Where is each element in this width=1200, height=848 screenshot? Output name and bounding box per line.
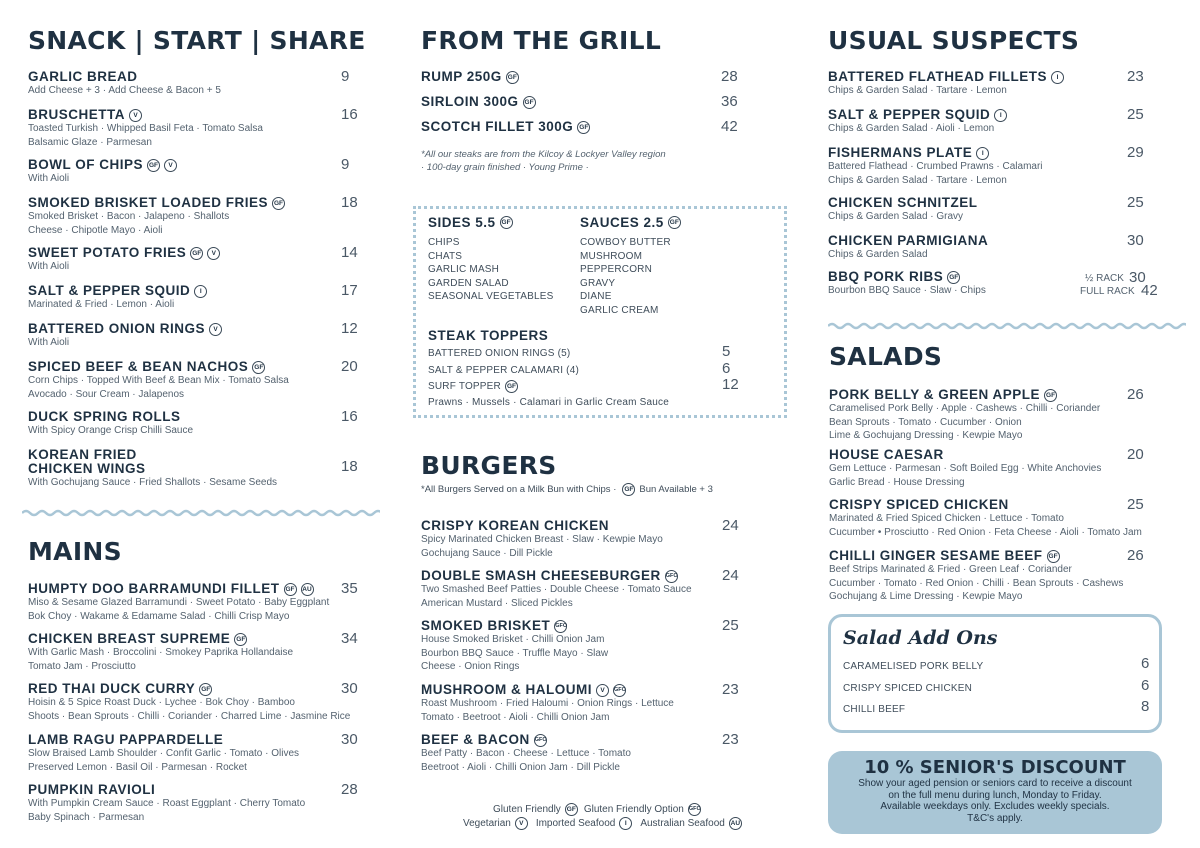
item-price: 20 (1127, 446, 1144, 463)
item-description: Add Cheese + 3 · Add Cheese & Bacon + 5 (28, 85, 221, 96)
item-price: 25 (1127, 496, 1144, 513)
i-badge: I (994, 109, 1007, 122)
v-badge: V (209, 323, 222, 336)
menu-item-salt-pepper-squid (28, 284, 207, 312)
item-name (421, 120, 590, 134)
menu-item-double-smash-cheeseburger (421, 569, 692, 610)
item-name-text: BRUSCHETTA (28, 107, 125, 122)
item-description: With Aioli (28, 261, 70, 272)
item-description: With Gochujang Sauce · Fried Shallots · Sesame Seeds (28, 477, 278, 488)
item-name (828, 146, 1043, 160)
addon-price: 6 (1141, 677, 1150, 694)
gf-badge: GF (565, 803, 578, 816)
item-description: Tomato Jam · Prosciutto (28, 660, 136, 672)
topper-salt-pepper-calamari-4 (428, 364, 579, 378)
item-price: 18 (341, 194, 358, 211)
item-description: Beef Patty · Bacon · Cheese · Lettuce · Tomato (421, 748, 631, 759)
item-description: Two Smashed Beef Patties · Double Cheese · Tomato Sauce (421, 584, 692, 595)
list-item: GARLIC MASH (428, 264, 500, 276)
grill-note-2: · 100-day grain finished · Young Prime · (421, 162, 589, 173)
menu-item-spiced-beef-bean-nachos (28, 360, 289, 401)
item-description: House Smoked Brisket · Chilli Onion Jam (421, 634, 605, 645)
item-name (421, 70, 519, 84)
gf-badge: GF (199, 683, 212, 696)
addons-heading: Salad Add Ons (843, 627, 998, 649)
item-name (421, 683, 674, 697)
menu-item-red-thai-duck-curry (28, 682, 350, 723)
legend-gfo-label: Gluten Friendly Option (583, 804, 684, 815)
full-rack-label: FULL RACK (1080, 286, 1135, 297)
menu-item-chilli-ginger-sesame-beef (829, 549, 1123, 604)
sides-title: SIDES 5.5 (428, 215, 496, 230)
legend-au-label: Australian Seafood (640, 818, 725, 829)
divider-wave (828, 321, 1186, 331)
item-price: 26 (1127, 547, 1144, 564)
item-name-text: DOUBLE SMASH CHEESEBURGER (421, 568, 661, 583)
menu-item-house-caesar (829, 448, 1101, 489)
menu-item-sweet-potato-fries (28, 246, 220, 274)
legend-gf-label: Gluten Friendly (493, 804, 561, 815)
i-badge: I (619, 817, 632, 830)
discount-line: Available weekdays only. Excludes weekly specials. (880, 801, 1110, 812)
item-name-text: MUSHROOM & HALOUMI (421, 682, 592, 697)
menu-item-garlic-bread (28, 70, 221, 98)
item-description: Marinated & Fried Spiced Chicken · Lettuce · Tomato (829, 513, 1064, 524)
gf-badge: GF (234, 633, 247, 646)
item-name-text: SIRLOIN 300G (421, 94, 519, 109)
item-name-text: HOUSE CAESAR (829, 447, 944, 462)
topper-name: SALT & PEPPER CALAMARI (4) (428, 365, 579, 376)
item-name (421, 569, 692, 583)
item-name (828, 234, 988, 248)
topper-price: 12 (722, 376, 739, 393)
item-description: Lime & Gochujang Dressing · Kewpie Mayo (829, 430, 1023, 441)
item-name-text: BATTERED ONION RINGS (28, 321, 206, 336)
item-name-text: GARLIC BREAD (28, 69, 138, 84)
item-name (828, 196, 978, 210)
item-name (28, 682, 350, 696)
item-name-text: SMOKED BRISKET (421, 618, 551, 633)
item-description: Chips & Garden Salad · Tartare · Lemon (828, 85, 1007, 96)
menu-item-salt-pepper-squid (828, 108, 1007, 136)
item-description: Chips & Garden Salad · Aioli · Lemon (828, 123, 995, 134)
item-price: 25 (722, 617, 739, 634)
menu-item-sirloin-300g (421, 95, 536, 109)
burgers-heading: BURGERS (421, 451, 557, 480)
list-item: SEASONAL VEGETABLES (428, 291, 554, 303)
item-name-text: CHILLI GINGER SESAME BEEF (829, 548, 1043, 563)
item-price: 9 (341, 68, 350, 85)
legend-row-2 (463, 817, 742, 830)
item-price: 12 (341, 320, 358, 337)
item-description: Hoisin & 5 Spice Roast Duck · Lychee · Bok Choy · Bamboo (28, 697, 295, 708)
item-name (28, 322, 222, 336)
menu-item-bruschetta (28, 108, 263, 149)
snack-heading: SNACK | START | SHARE (28, 26, 366, 55)
item-description: Cucumber • Prosciutto · Red Onion · Feta Cheese · Aioli · Tomato Jam (829, 526, 1142, 538)
discount-line: T&C's apply. (967, 812, 1023, 824)
item-price: 42 (721, 118, 738, 135)
v-badge: V (207, 247, 220, 260)
topper-price: 5 (722, 343, 731, 360)
item-description: Chips & Garden Salad (828, 249, 928, 260)
item-description: Miso & Sesame Glazed Barramundi · Sweet Potato · Baby Eggplant (28, 597, 330, 608)
list-item: COWBOY BUTTER (580, 237, 671, 248)
item-description: With Garlic Mash · Broccolini · Smokey Paprika Hollandaise (28, 647, 294, 658)
item-description: Gochujang Sauce · Dill Pickle (421, 547, 553, 559)
item-description: Bourbon BBQ Sauce · Slaw · Chips (828, 285, 986, 296)
discount-title: 10 % SENIOR'S DISCOUNT (864, 757, 1126, 778)
list-item: GARDEN SALAD (428, 277, 509, 289)
item-name-text: CRISPY SPICED CHICKEN (829, 497, 1009, 512)
item-price: 34 (341, 630, 358, 647)
item-price: 9 (341, 156, 350, 173)
list-item: PEPPERCORN (580, 264, 653, 276)
item-name (28, 284, 207, 298)
usual-heading: USUAL SUSPECTS (828, 26, 1080, 55)
item-description: Gochujang & Lime Dressing · Kewpie Mayo (829, 591, 1023, 602)
item-name-text: PORK BELLY & GREEN APPLE (829, 387, 1041, 402)
divider-wave (22, 508, 380, 518)
seniors-discount-box (828, 751, 1162, 834)
list-item: CHIPS (428, 237, 460, 248)
menu-item-rump-250g (421, 70, 519, 84)
item-name (421, 95, 536, 109)
menu-item-fishermans-plate (828, 146, 1043, 187)
item-description: Marinated & Fried · Lemon · Aioli (28, 299, 175, 310)
addon-price: 8 (1141, 698, 1150, 715)
item-price: 14 (341, 244, 358, 261)
item-description: Chips & Garden Salad · Tartare · Lemon (828, 174, 1007, 186)
menu-item-bowl-of-chips (28, 158, 177, 186)
item-name-text: FISHERMANS PLATE (828, 145, 973, 160)
item-name-text: PUMPKIN RAVIOLI (28, 782, 156, 797)
topper-price: 6 (722, 360, 731, 377)
menu-item-chicken-schnitzel (828, 196, 978, 224)
item-name: KOREAN FRIED (28, 447, 137, 462)
gf-badge: GF (147, 159, 160, 172)
item-description: Bourbon BBQ Sauce · Truffle Mayo · Slaw (421, 647, 609, 659)
item-price: 30 (341, 680, 358, 697)
item-name-text: SALT & PEPPER SQUID (28, 283, 191, 298)
item-price: 30 (1127, 232, 1144, 249)
item-description: Cheese · Onion Rings (421, 661, 520, 672)
item-name (28, 246, 220, 260)
list-item: CHATS (428, 250, 463, 262)
item-price: 23 (722, 681, 739, 698)
menu-item-scotch-fillet-300g (421, 120, 590, 134)
item-name (28, 196, 285, 210)
gf-badge: GF (284, 583, 297, 596)
item-description: With Aioli (28, 337, 70, 348)
menu-item-smoked-brisket-loaded-fries (28, 196, 285, 237)
item-description: Cheese · Chipotle Mayo · Aioli (28, 224, 163, 236)
gf-badge: GF (523, 96, 536, 109)
item-name-text: SMOKED BRISKET LOADED FRIES (28, 195, 269, 210)
topper-surf-topper (428, 380, 518, 394)
discount-line: on the full menu during lunch, Monday to Friday. (888, 789, 1102, 801)
item-name-text: BBQ PORK RIBS (828, 269, 944, 284)
item-name (829, 498, 1142, 512)
item-description: Bok Choy · Wakame & Edamame Salad · Chilli Crisp Mayo (28, 610, 290, 622)
menu-item-lamb-ragu-pappardelle (28, 733, 299, 774)
item-name (28, 783, 305, 797)
menu-item-korean-fried-chicken-wings (28, 448, 277, 490)
au-badge: AU (301, 583, 314, 596)
item-name-text: RED THAI DUCK CURRY (28, 681, 196, 696)
menu-item-crispy-spiced-chicken (829, 498, 1142, 539)
gf-badge: GF (272, 197, 285, 210)
addon-name: CRISPY SPICED CHICKEN (843, 683, 973, 694)
salads-heading: SALADS (829, 342, 943, 371)
item-name-text: BATTERED FLATHEAD FILLETS (828, 69, 1047, 84)
item-price: 16 (341, 408, 358, 425)
item-description: Avocado · Sour Cream · Jalapenos (28, 388, 185, 400)
half-rack-label: ½ RACK (1085, 273, 1124, 284)
v-badge: V (129, 109, 142, 122)
item-description: Garlic Bread · House Dressing (829, 476, 965, 488)
item-description: With Spicy Orange Crisp Chilli Sauce (28, 425, 194, 436)
menu-item-duck-spring-rolls (28, 410, 193, 438)
menu-item-pumpkin-ravioli (28, 783, 305, 824)
item-description: Bean Sprouts · Tomato · Cucumber · Onion (829, 416, 1022, 428)
i-badge: I (194, 285, 207, 298)
gf-badge: GF (506, 71, 519, 84)
item-price: 25 (1127, 106, 1144, 123)
item-name-text: CHICKEN BREAST SUPREME (28, 631, 231, 646)
item-description: Shoots · Bean Sprouts · Chilli · Coriander · Charred Lime · Jasmine Rice (28, 710, 351, 722)
item-name-text: SWEET POTATO FRIES (28, 245, 187, 260)
item-name-text: CRISPY KOREAN CHICKEN (421, 518, 610, 533)
burgers-note-text-2: Bun Available + 3 (639, 484, 713, 495)
item-price: 18 (341, 458, 358, 475)
gf-badge: GF (252, 361, 265, 374)
legend-row-1 (493, 803, 701, 816)
item-price: 28 (341, 781, 358, 798)
menu-item-battered-flathead-fillets (828, 70, 1064, 98)
item-description: Smoked Brisket · Bacon · Jalapeno · Shallots (28, 211, 230, 222)
item-name (421, 619, 608, 633)
menu-item-beef-bacon (421, 733, 631, 774)
burgers-note-text: *All Burgers Served on a Milk Bun with Chips · (421, 484, 617, 495)
legend-i-label: Imported Seafood (535, 818, 616, 829)
addon-name: CARAMELISED PORK BELLY (843, 661, 984, 672)
i-badge: I (976, 147, 989, 160)
item-description: Battered Flathead · Crumbed Prawns · Calamari (828, 161, 1043, 172)
item-price: 24 (722, 517, 739, 534)
item-name-text: LAMB RAGU PAPPARDELLE (28, 732, 224, 747)
item-description: Beetroot · Aioli · Chilli Onion Jam · Dill Pickle (421, 761, 620, 773)
item-description: Toasted Turkish · Whipped Basil Feta · Tomato Salsa (28, 123, 263, 134)
topper-battered-onion-rings-5 (428, 347, 570, 361)
item-description: Chips & Garden Salad · Gravy (828, 211, 964, 222)
gf-badge: GF (947, 271, 960, 284)
item-description: Slow Braised Lamb Shoulder · Confit Garlic · Tomato · Olives (28, 748, 300, 759)
list-item: DIANE (580, 291, 612, 303)
item-name-text: CHICKEN PARMIGIANA (828, 233, 989, 248)
v-badge: V (164, 159, 177, 172)
full-rack-price: 42 (1141, 282, 1158, 299)
item-price: 17 (341, 282, 358, 299)
grill-note: *All our steaks are from the Kilcoy & Lockyer Valley region (421, 149, 666, 160)
gf-badge: GF (190, 247, 203, 260)
au-badge: AU (729, 817, 742, 830)
item-description: American Mustard · Sliced Pickles (421, 597, 573, 609)
item-description: Spicy Marinated Chicken Breast · Slaw · Kewpie Mayo (421, 534, 663, 545)
grill-heading: FROM THE GRILL (421, 26, 662, 55)
topper-name: SURF TOPPER (428, 381, 501, 392)
item-description: Baby Spinach · Parmesan (28, 811, 145, 823)
discount-line: Show your aged pension or seniors card to receive a discount (858, 778, 1132, 789)
addon-price: 6 (1141, 655, 1150, 672)
item-price: 36 (721, 93, 738, 110)
gf-badge: GF (577, 121, 590, 134)
list-item: GARLIC CREAM (580, 305, 659, 316)
item-price: 28 (721, 68, 738, 85)
item-price: 29 (1127, 144, 1144, 161)
item-price: 25 (1127, 194, 1144, 211)
half-rack-price: 30 (1129, 269, 1146, 286)
burgers-note (421, 483, 713, 496)
addon-name: CHILLI BEEF (843, 704, 906, 715)
gf-badge: GF (505, 380, 518, 393)
item-name (28, 70, 221, 84)
item-name-text: SALT & PEPPER SQUID (828, 107, 991, 122)
item-description: Caramelised Pork Belly · Apple · Cashews · Chilli · Coriander (829, 403, 1101, 414)
item-name-text: SPICED BEEF & BEAN NACHOS (28, 359, 249, 374)
menu-item-chicken-parmigiana (828, 234, 988, 262)
gfo-badge: GFO (665, 570, 678, 583)
item-price: 30 (341, 731, 358, 748)
menu-item-mushroom-haloumi (421, 683, 674, 724)
menu-item-battered-onion-rings (28, 322, 222, 350)
item-price: 35 (341, 580, 358, 597)
item-name (829, 549, 1123, 563)
sauces-heading (580, 215, 681, 230)
item-name-text: SCOTCH FILLET 300G (421, 119, 574, 134)
sides-heading (428, 215, 513, 230)
item-price: 24 (722, 567, 739, 584)
item-name (828, 270, 986, 284)
item-name-text: RUMP 250G (421, 69, 502, 84)
item-name (28, 632, 293, 646)
item-description: Cucumber · Tomato · Red Onion · Chilli · Bean Sprouts · Cashews (829, 577, 1124, 589)
item-description: Preserved Lemon · Basil Oil · Parmesan · Rocket (28, 761, 247, 773)
i-badge: I (1051, 71, 1064, 84)
gf-badge: GF (668, 216, 681, 229)
item-name (828, 108, 1007, 122)
gfo-badge: GFO (613, 684, 626, 697)
mains-heading: MAINS (28, 537, 122, 566)
v-badge: V (596, 684, 609, 697)
v-badge: V (515, 817, 528, 830)
item-description: Beef Strips Marinated & Fried · Green Leaf · Coriander (829, 564, 1072, 575)
list-item: MUSHROOM (580, 250, 643, 262)
gf-badge: GF (1047, 550, 1060, 563)
menu-item-humpty-doo-barramundi-fillet (28, 582, 329, 623)
item-name-text: DUCK SPRING ROLLS (28, 409, 181, 424)
item-name: CHICKEN WINGS (28, 461, 146, 476)
item-name (28, 360, 289, 374)
menu-item-smoked-brisket (421, 619, 608, 674)
item-name (28, 158, 177, 172)
item-name (28, 108, 263, 122)
item-price: 26 (1127, 386, 1144, 403)
gf-badge: GF (622, 483, 635, 496)
gfo-badge: GFO (534, 734, 547, 747)
gfo-badge: GFO (688, 803, 701, 816)
item-name (829, 388, 1100, 402)
item-name (28, 733, 299, 747)
item-description: Gem Lettuce · Parmesan · Soft Boiled Egg · White Anchovies (829, 463, 1102, 474)
gf-badge: GF (500, 216, 513, 229)
item-price: 23 (1127, 68, 1144, 85)
item-name-text: BOWL OF CHIPS (28, 157, 144, 172)
item-name (421, 733, 631, 747)
item-name (421, 519, 663, 533)
topper-name: BATTERED ONION RINGS (5) (428, 348, 571, 359)
item-name-text: CHICKEN SCHNITZEL (828, 195, 978, 210)
menu-item-pork-belly-green-apple (829, 388, 1100, 443)
item-price: 20 (341, 358, 358, 375)
item-description: Balsamic Glaze · Parmesan (28, 136, 152, 148)
item-description: Roast Mushroom · Fried Haloumi · Onion Rings · Lettuce (421, 698, 674, 709)
item-name (828, 70, 1064, 84)
menu-item-bbq-ribs (828, 270, 986, 298)
item-name-text: BEEF & BACON (421, 732, 530, 747)
surf-topper-description: Prawns · Mussels · Calamari in Garlic Cream Sauce (428, 397, 669, 408)
item-description: With Aioli (28, 173, 70, 184)
item-description: Tomato · Beetroot · Aioli · Chilli Onion Jam (421, 711, 610, 723)
item-name-text: HUMPTY DOO BARRAMUNDI FILLET (28, 581, 280, 596)
item-name (829, 448, 1101, 462)
item-price: 16 (341, 106, 358, 123)
item-name (28, 582, 329, 596)
item-price: 23 (722, 731, 739, 748)
item-name (28, 410, 193, 424)
item-description: With Pumpkin Cream Sauce · Roast Eggplant · Cherry Tomato (28, 798, 306, 809)
sauces-title: SAUCES 2.5 (580, 215, 664, 230)
legend-v-label: Vegetarian (463, 818, 511, 829)
toppers-heading: STEAK TOPPERS (428, 328, 549, 343)
list-item: GRAVY (580, 277, 616, 289)
gfo-badge: GFO (554, 620, 567, 633)
menu-item-crispy-korean-chicken (421, 519, 663, 560)
item-description: Corn Chips · Topped With Beef & Bean Mix · Tomato Salsa (28, 375, 289, 386)
gf-badge: GF (1044, 389, 1057, 402)
menu-item-chicken-breast-supreme (28, 632, 293, 673)
